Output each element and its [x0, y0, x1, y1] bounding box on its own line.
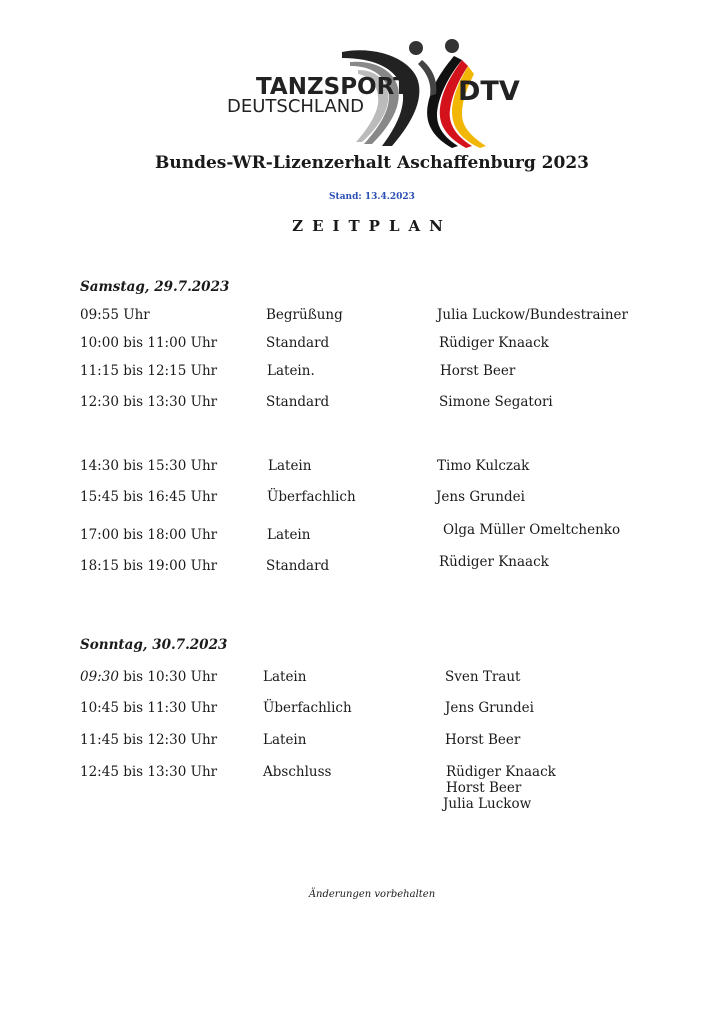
- row-person: Rüdiger Knaack: [439, 335, 549, 351]
- row-topic: Standard: [266, 394, 330, 410]
- row-topic: Abschluss: [263, 764, 332, 780]
- row-person: Olga Müller Omeltchenko: [443, 522, 621, 538]
- row-time: 11:45 bis 12:30 Uhr: [80, 732, 218, 748]
- footer-note: Änderungen vorbehalten: [308, 889, 436, 900]
- row-person: Julia Luckow: [443, 796, 532, 812]
- row-person: Rüdiger Knaack: [439, 554, 549, 570]
- row-person: Timo Kulczak: [437, 458, 530, 474]
- row-person: Simone Segatori: [439, 394, 553, 410]
- row-topic: Latein: [263, 669, 307, 685]
- row-time: 12:45 bis 13:30 Uhr: [80, 764, 218, 780]
- row-person: Rüdiger Knaack: [446, 764, 556, 780]
- row-person: Jens Grundei: [445, 700, 534, 716]
- status-date: Stand: 13.4.2023: [329, 192, 415, 202]
- day-heading-saturday: Samstag, 29.7.2023: [80, 279, 230, 295]
- row-person: Horst Beer: [440, 363, 516, 379]
- row-time: 17:00 bis 18:00 Uhr: [80, 527, 218, 543]
- row-person: Horst Beer: [446, 780, 522, 796]
- row-time: 15:45 bis 16:45 Uhr: [80, 489, 218, 505]
- row-time-start: 09:30: [80, 669, 119, 685]
- row-topic: Überfachlich: [263, 700, 352, 716]
- row-topic: Latein: [263, 732, 307, 748]
- row-person: Julia Luckow/Bundestrainer: [437, 307, 628, 323]
- row-topic: Begrüßung: [266, 307, 343, 323]
- row-time: 10:00 bis 11:00 Uhr: [80, 335, 218, 351]
- dtv-logo: [222, 38, 522, 150]
- row-time: 12:30 bis 13:30 Uhr: [80, 394, 218, 410]
- document-title: Bundes-WR-Lizenzerhalt Aschaffenburg 2023: [155, 153, 589, 173]
- logo-brand-line1: TANZSPORT: [256, 74, 409, 100]
- row-time: 18:15 bis 19:00 Uhr: [80, 558, 218, 574]
- logo-brand-abbr: DTV: [458, 76, 520, 107]
- schedule-heading: ZEITPLAN: [292, 217, 452, 235]
- row-time: [80, 669, 217, 685]
- row-time: 11:15 bis 12:15 Uhr: [80, 363, 218, 379]
- row-time-rest: bis 10:30 Uhr: [118, 669, 218, 685]
- row-person: Horst Beer: [445, 732, 521, 748]
- row-time: 10:45 bis 11:30 Uhr: [80, 700, 218, 716]
- logo-brand-line2: DEUTSCHLAND: [227, 96, 365, 117]
- row-topic: Latein: [268, 458, 312, 474]
- row-topic: Überfachlich: [267, 489, 356, 505]
- row-topic: Standard: [266, 558, 330, 574]
- row-topic: Latein: [267, 527, 311, 543]
- row-time: 09:55 Uhr: [80, 307, 150, 323]
- row-time: 14:30 bis 15:30 Uhr: [80, 458, 218, 474]
- row-person: Jens Grundei: [436, 489, 525, 505]
- row-topic: Latein.: [267, 363, 315, 379]
- day-heading-sunday: Sonntag, 30.7.2023: [80, 637, 228, 653]
- row-person: Sven Traut: [445, 669, 521, 685]
- row-topic: Standard: [266, 335, 330, 351]
